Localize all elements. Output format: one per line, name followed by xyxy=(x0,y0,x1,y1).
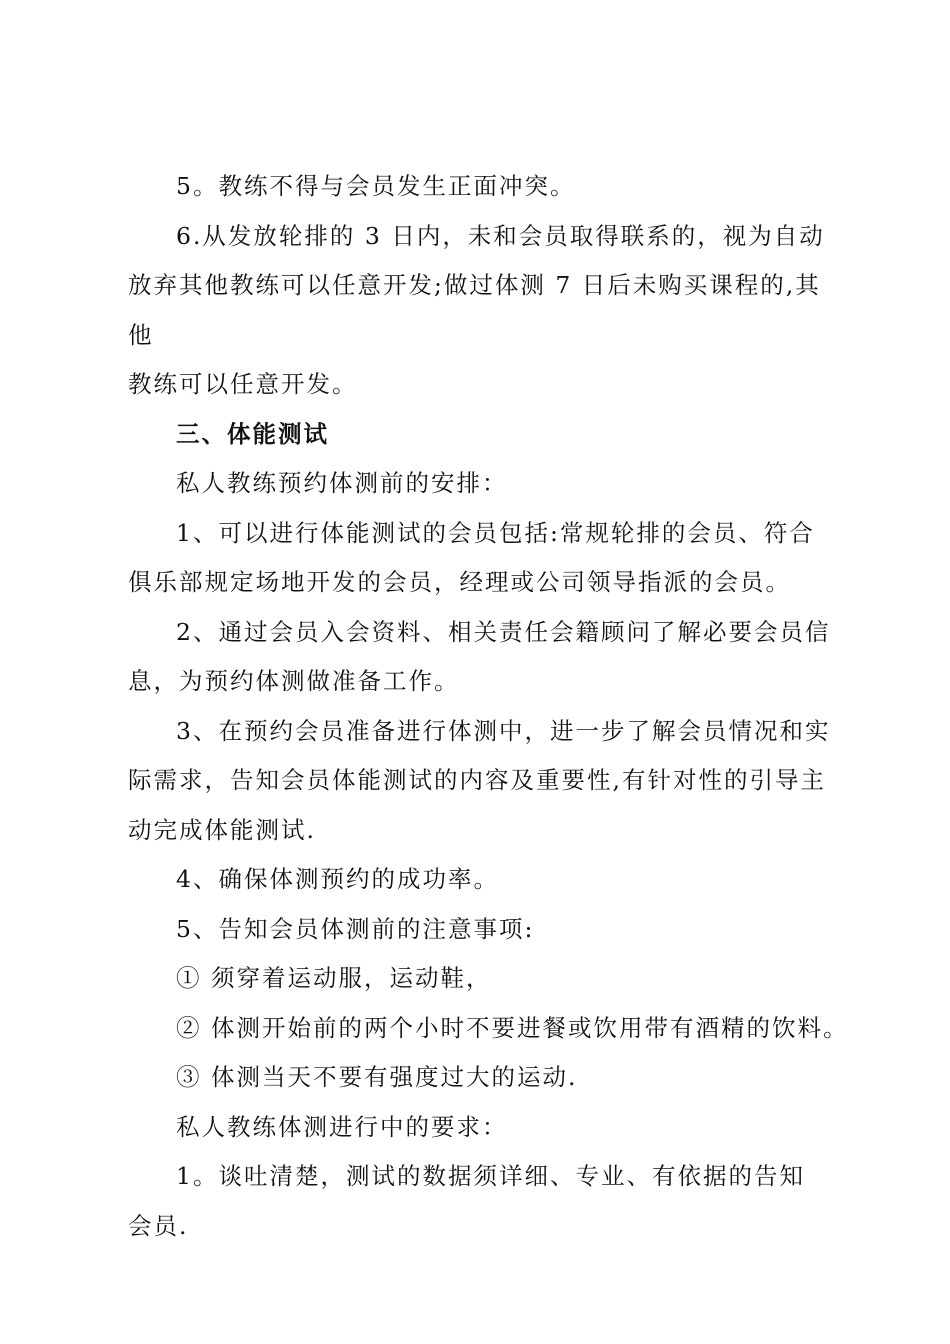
list-item-circled-1: ① 须穿着运动服，运动鞋， xyxy=(176,964,492,992)
subheading-during-test: 私人教练体测进行中的要求： xyxy=(176,1112,508,1141)
subheading-pre-test: 私人教练预约体测前的安排： xyxy=(176,469,508,497)
paragraph-item-2: 2、通过会员入会资料、相关责任会籍顾问了解必要会员信 息，为预约体测做准备工作。 xyxy=(128,617,831,695)
paragraph-item-3: 3、在预约会员准备进行体测中，进一步了解会员情况和实 际需求，告知会员体能测试的内容及重要性,有针对性的引导主 动完成体能测试. xyxy=(128,716,831,844)
paragraph-item-5: 5、告知会员体测前的注意事项: xyxy=(176,914,535,943)
paragraph-rule-6: 6.从发放轮排的 3 日内，未和会员取得联系的，视为自动 放弃其他教练可以任意开发;做过体测 7 日后未购买课程的,其他 教练可以任意开发。 xyxy=(128,221,825,398)
section-heading: 三、体能测试 xyxy=(176,419,329,448)
paragraph-rule-5: 5。教练不得与会员发生正面冲突。 xyxy=(176,172,576,200)
document-body xyxy=(128,162,849,1251)
paragraph-item-1: 1、可以进行体能测试的会员包括:常规轮排的会员、符合 俱乐部规定场地开发的会员，经理或公司领导指派的会员。 xyxy=(128,518,815,596)
list-item-circled-2: ② 体测开始前的两个小时不要进餐或饮用带有酒精的饮料。 xyxy=(176,1013,849,1042)
paragraph-item-4: 4、确保体测预约的成功率。 xyxy=(176,865,499,893)
paragraph-during-item-1: 1。谈吐清楚，测试的数据须详细、专业、有依据的告知 会员. xyxy=(128,1162,805,1240)
list-item-circled-3: ③ 体测当天不要有强度过大的运动. xyxy=(176,1063,578,1091)
